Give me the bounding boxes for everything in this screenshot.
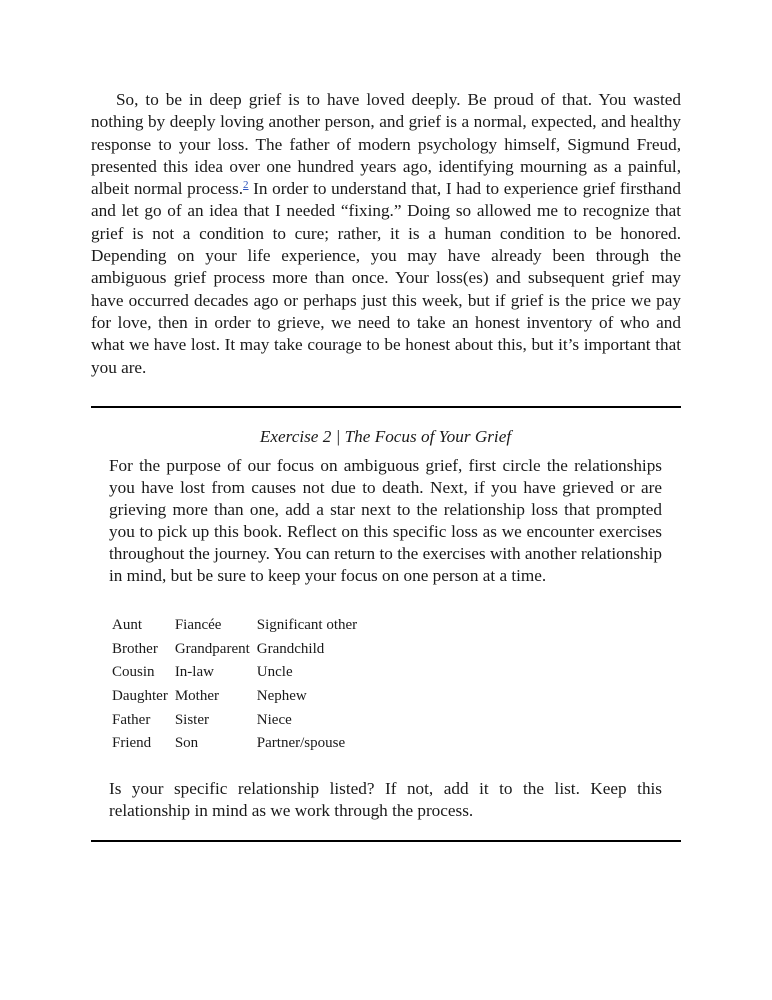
relationship-option[interactable]: Partner/spouse <box>256 735 346 752</box>
exercise-box <box>91 426 681 822</box>
relationship-option[interactable]: Uncle <box>256 664 293 681</box>
relationship-option[interactable]: Friend <box>112 735 152 752</box>
relationship-option[interactable]: Nephew <box>256 687 307 704</box>
relationship-option[interactable]: Grandparent <box>174 640 250 657</box>
exercise-title: Exercise 2 | The Focus of Your Grief <box>259 426 512 446</box>
exercise-closing: Is your specific relationship listed? If not, add it to the list. Keep this relationship in mind as we work through the process. <box>109 779 662 821</box>
paragraph-text-after-footnote: In order to understand that, I had to experience grief firsthand and let go of an idea that I needed “fixing.” Doing so allowed me to recognize that grief is not a condition to cure; rather, it is a human condition to be honored. Depending on your life experience, you may have already been through the ambiguous grief process more than once. Your loss(es) and subsequent grief may have occurred decades ago or perhaps just this week, but if grief is the price we pay for love, then in order to grieve, we need to take an honest inventory of who and what we have lost. It may take courage to be honest about this, but it’s important that you are. <box>91 179 681 377</box>
relationship-option[interactable]: In-law <box>174 664 214 681</box>
relationships-table-body <box>109 614 361 756</box>
relationship-option[interactable]: Daughter <box>112 687 168 704</box>
body-paragraph <box>91 89 681 379</box>
relationship-option[interactable]: Aunt <box>112 616 142 633</box>
relationship-row <box>109 709 361 733</box>
relationships-table <box>109 614 361 756</box>
relationship-option[interactable]: Son <box>174 735 199 752</box>
exercise-top-rule <box>91 406 681 408</box>
relationship-row <box>109 614 361 638</box>
relationship-option[interactable]: Grandchild <box>256 640 325 657</box>
relationship-option[interactable]: Mother <box>174 687 219 704</box>
paragraph-text-before-footnote: So, to be in deep grief is to have loved deeply. Be proud of that. You wasted nothing by deeply loving another person, and grief is a normal, expected, and healthy response to your loss. The father of modern psychology himself, Sigmund Freud, presented this idea over one hundred years ago, identifying mourning as a painful, albeit normal process. <box>91 90 681 199</box>
footnote-link[interactable]: 2 <box>243 179 249 192</box>
relationship-option[interactable]: Father <box>112 711 151 728</box>
exercise-instructions: For the purpose of our focus on ambiguous grief, first circle the relationships you have lost from causes not due to death. Next, if you have grieved or are grieving more than one, add a star next to the relationship loss that prompted you to pick up this book. Reflect on this specific loss as we encounter exercises throughout the journey. You can return to the exercises with another relationship in mind, but be sure to keep your focus on one person at a time. <box>109 455 662 585</box>
relationship-option[interactable]: Cousin <box>112 664 155 681</box>
relationship-option[interactable]: Brother <box>112 640 158 657</box>
relationship-option[interactable]: Niece <box>256 711 292 728</box>
relationship-option[interactable]: Sister <box>174 711 209 728</box>
relationship-row <box>109 732 361 756</box>
relationship-option[interactable]: Fiancée <box>174 616 222 633</box>
relationship-option[interactable]: Significant other <box>256 616 358 633</box>
relationship-row <box>109 661 361 685</box>
exercise-bottom-rule <box>91 840 681 842</box>
relationship-row <box>109 685 361 709</box>
relationship-row <box>109 638 361 662</box>
book-page <box>91 89 681 842</box>
